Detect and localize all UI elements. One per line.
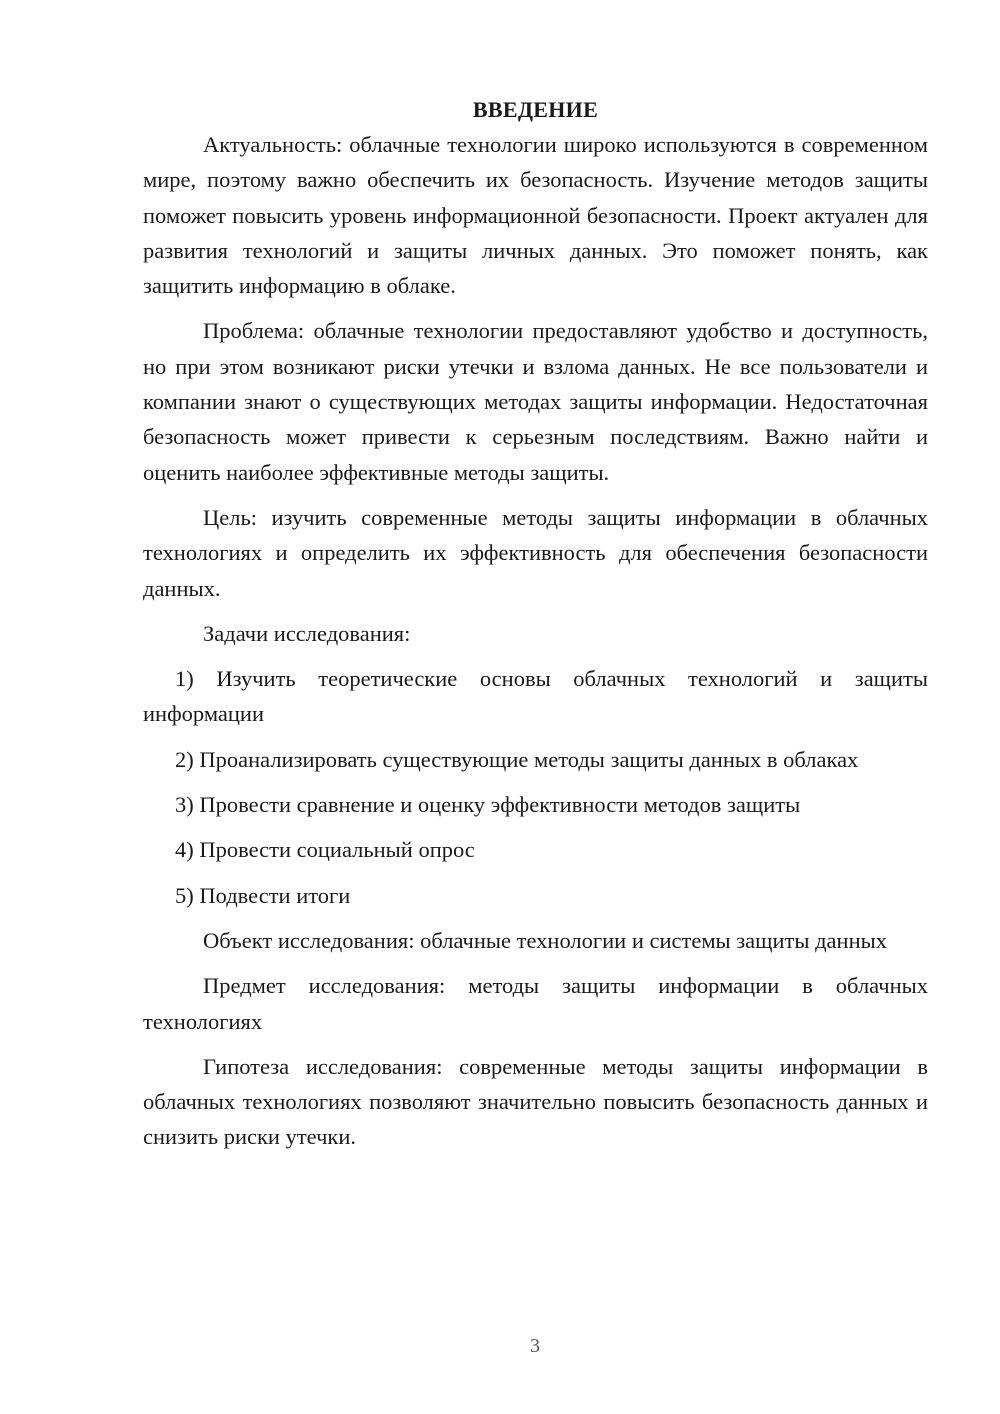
document-page <box>143 92 928 1165</box>
page-title: ВВЕДЕНИЕ <box>472 97 599 122</box>
page-number: 3 <box>530 1335 540 1357</box>
list-item: 5) Подвести итоги <box>175 882 351 908</box>
object-paragraph: Объект исследования: облачные технологии и системы защиты данных <box>203 927 887 953</box>
list-item: 2) Проанализировать существующие методы защиты данных в облаках <box>175 746 859 772</box>
tasks-heading: Задачи исследования: <box>203 620 411 646</box>
list-item: 1) Изучить теоретические основы облачных технологий и защиты информации <box>143 666 928 727</box>
list-item: 4) Провести социальный опрос <box>175 837 475 863</box>
list-item: 3) Провести сравнение и оценку эффективности методов защиты <box>175 792 801 818</box>
tasks-list <box>143 661 928 913</box>
problem-paragraph: Проблема: облачные технологии предоставляют удобство и доступность, но при этом возникают риски утечки и взлома данных. Не все пользователи и компании знают о существующих методах защиты информации. Недостаточная безопасность может привести к серьезным последствиям. Важно найти и оценить наиболее эффективные методы защиты. <box>143 318 928 485</box>
hypothesis-paragraph: Гипотеза исследования: современные методы защиты информации в облачных технологиях позволяют значительно повысить безопасность данных и снизить риски утечки. <box>143 1053 928 1150</box>
relevance-paragraph: Актуальность: облачные технологии широко используются в современном мире, поэтому важно обеспечить их безопасность. Изучение методов защиты поможет повысить уровень информационной безопасности. Проект актуален для развития технологий и защиты личных данных. Это поможет понять, как защитить информацию в облаке. <box>143 132 928 299</box>
goal-paragraph: Цель: изучить современные методы защиты информации в облачных технологиях и определить их эффективность для обеспечения безопасности данных. <box>143 504 928 601</box>
subject-paragraph: Предмет исследования: методы защиты информации в облачных технологиях <box>143 973 928 1034</box>
